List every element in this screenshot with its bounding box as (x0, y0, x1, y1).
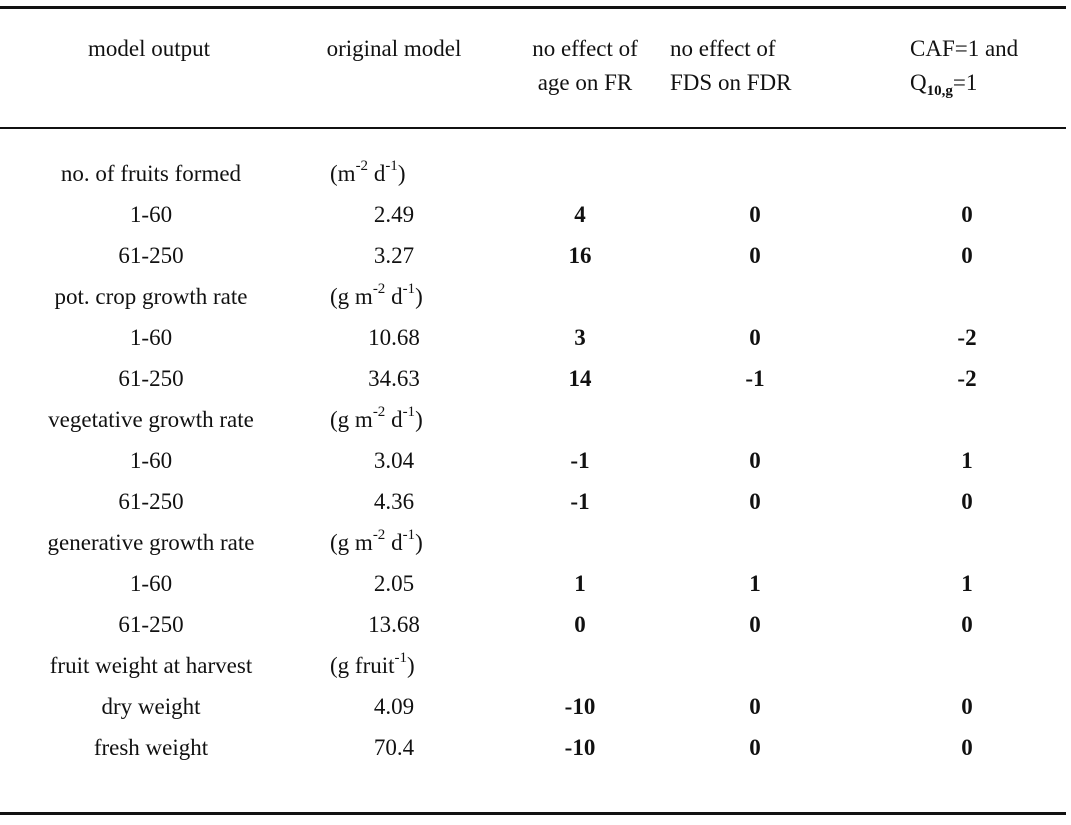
cell-caf: 0 (961, 735, 973, 760)
row-label: 1-60 (129, 202, 173, 227)
section-header-row (0, 400, 1066, 440)
cell-caf: 0 (961, 694, 973, 719)
header-caf-q-eq: =1 (952, 70, 978, 95)
table-top-rule (0, 6, 1066, 9)
table-row (0, 359, 1066, 399)
section-unit-post: ) (397, 161, 406, 186)
cell-caf: 0 (961, 243, 973, 268)
cell-no-effect-fds: 1 (749, 571, 761, 596)
section-unit-pre: (g m (330, 530, 373, 555)
cell-no-effect-fds: -1 (745, 366, 765, 391)
cell-original-model: 4.09 (373, 694, 415, 719)
section-label: no. of fruits formed (60, 161, 242, 186)
cell-no-effect-fds: 0 (749, 202, 761, 227)
cell-no-effect-age: 14 (568, 366, 592, 391)
section-unit-post: ) (415, 407, 423, 432)
header-caf (868, 32, 1064, 100)
table-row (0, 728, 1066, 768)
cell-no-effect-age: -1 (570, 489, 590, 514)
section-unit (330, 523, 423, 563)
section-unit-pre: (m (330, 161, 356, 186)
cell-original-model: 3.04 (373, 448, 415, 473)
section-unit-sup: -1 (402, 527, 416, 543)
cell-no-effect-fds: 0 (749, 489, 761, 514)
cell-no-effect-age: -10 (564, 735, 596, 760)
table-row (0, 482, 1066, 522)
row-label: 61-250 (118, 612, 184, 637)
cell-caf: 1 (961, 571, 973, 596)
section-unit (330, 154, 405, 194)
row-label: 61-250 (118, 489, 184, 514)
table-header-rule (0, 127, 1066, 129)
section-unit (330, 646, 415, 686)
cell-original-model: 2.49 (373, 202, 415, 227)
section-unit-sup: -2 (372, 404, 386, 420)
cell-no-effect-fds: 0 (749, 243, 761, 268)
cell-caf: 1 (961, 448, 973, 473)
table-row (0, 318, 1066, 358)
row-label: 1-60 (129, 325, 173, 350)
section-unit-pre: (g fruit (330, 653, 395, 678)
row-label: 61-250 (118, 243, 184, 268)
cell-no-effect-age: 3 (574, 325, 586, 350)
section-unit-sup: -1 (402, 404, 416, 420)
cell-original-model: 2.05 (373, 571, 415, 596)
table-row (0, 441, 1066, 481)
section-unit-sup: -1 (402, 281, 416, 297)
header-no-effect-fds-line2: FDS on FDR (670, 70, 792, 95)
section-unit-post: ) (415, 284, 423, 309)
cell-caf: 0 (961, 202, 973, 227)
header-caf-q-subscript: 10,g (926, 83, 953, 99)
row-label: 61-250 (118, 366, 184, 391)
header-no-effect-fds (670, 32, 830, 100)
header-no-effect-age (505, 32, 665, 100)
header-model-output (34, 32, 264, 66)
section-unit-sup: -2 (372, 281, 386, 297)
section-label: fruit weight at harvest (49, 653, 253, 678)
table-row (0, 564, 1066, 604)
cell-caf: -2 (957, 325, 977, 350)
section-unit-sup: -2 (355, 158, 369, 174)
cell-no-effect-age: 0 (574, 612, 586, 637)
cell-no-effect-fds: 0 (749, 694, 761, 719)
cell-no-effect-age: -1 (570, 448, 590, 473)
header-original-model (302, 32, 486, 66)
row-label: 1-60 (129, 571, 173, 596)
header-no-effect-age-line2: age on FR (537, 70, 633, 95)
section-unit-pre: (g m (330, 284, 373, 309)
table-bottom-rule (0, 812, 1066, 815)
header-no-effect-age-line1: no effect of (532, 36, 638, 61)
header-caf-q: Q (910, 70, 927, 95)
header-caf-line1: CAF=1 and (910, 36, 1019, 61)
cell-no-effect-fds: 0 (749, 612, 761, 637)
cell-no-effect-age: -10 (564, 694, 596, 719)
section-label: pot. crop growth rate (54, 284, 248, 309)
row-label: 1-60 (129, 448, 173, 473)
cell-original-model: 4.36 (373, 489, 415, 514)
section-unit (330, 400, 423, 440)
row-label: dry weight (101, 694, 201, 719)
table-row (0, 605, 1066, 645)
row-label: fresh weight (93, 735, 209, 760)
cell-no-effect-age: 16 (568, 243, 592, 268)
header-no-effect-fds-line1: no effect of (670, 36, 776, 61)
section-unit-mid: d (368, 161, 386, 186)
section-unit-mid: d (385, 407, 403, 432)
section-unit-sup: -1 (385, 158, 398, 174)
section-unit-pre: (g m (330, 407, 373, 432)
table-row (0, 687, 1066, 727)
cell-original-model: 10.68 (368, 325, 420, 350)
cell-no-effect-fds: 0 (749, 735, 761, 760)
cell-no-effect-fds: 0 (749, 448, 761, 473)
section-unit-sup: -1 (394, 650, 408, 666)
cell-no-effect-age: 1 (574, 571, 586, 596)
header-original-model-label: original model (326, 36, 462, 61)
cell-no-effect-age: 4 (574, 202, 586, 227)
section-label: generative growth rate (47, 530, 255, 555)
section-header-row (0, 523, 1066, 563)
section-label: vegetative growth rate (48, 407, 254, 432)
cell-caf: 0 (961, 612, 973, 637)
section-unit-post: ) (407, 653, 415, 678)
header-model-output-label: model output (87, 36, 211, 61)
section-unit-mid: d (385, 530, 403, 555)
cell-caf: 0 (961, 489, 973, 514)
cell-original-model: 3.27 (373, 243, 415, 268)
section-unit-post: ) (415, 530, 423, 555)
cell-original-model: 70.4 (373, 735, 415, 760)
cell-original-model: 13.68 (368, 612, 420, 637)
section-unit-sup: -2 (372, 527, 386, 543)
table-row (0, 236, 1066, 276)
section-unit-mid: d (385, 284, 403, 309)
cell-no-effect-fds: 0 (749, 325, 761, 350)
cell-original-model: 34.63 (368, 366, 420, 391)
section-unit (330, 277, 423, 317)
section-header-row (0, 277, 1066, 317)
section-header-row (0, 154, 1066, 194)
table-row (0, 195, 1066, 235)
cell-caf: -2 (957, 366, 977, 391)
section-header-row (0, 646, 1066, 686)
